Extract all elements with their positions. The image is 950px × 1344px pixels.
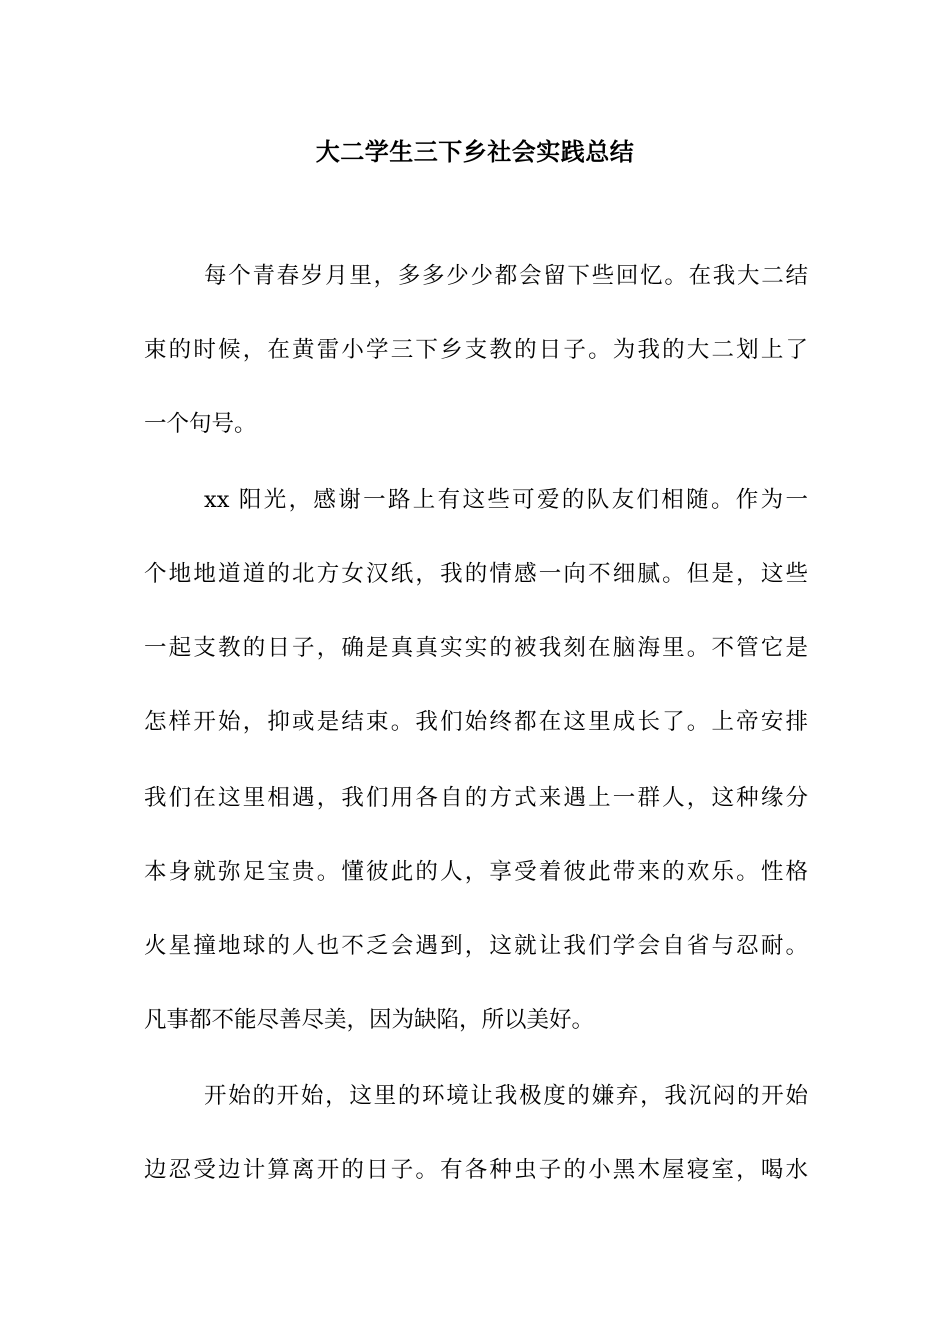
paragraph-1-line-3: 一个句号。 (144, 411, 257, 437)
paragraph-1-line-2: 束的时候，在黄雷小学三下乡支教的日子。为我的大二划上了 (144, 337, 808, 363)
paragraph-2-line-1: xx 阳光，感谢一路上有这些可爱的队友们相随。作为一 (204, 487, 808, 513)
paragraph-2-line-4: 怎样开始，抑或是结束。我们始终都在这里成长了。上帝安排 (144, 709, 808, 735)
paragraph-1-line-1: 每个青春岁月里，多多少少都会留下些回忆。在我大二结 (204, 263, 808, 289)
paragraph-2-line-7: 火星撞地球的人也不乏会遇到，这就让我们学会自省与忍耐。 (144, 933, 808, 959)
paragraph-2-line-8: 凡事都不能尽善尽美，因为缺陷，所以美好。 (144, 1007, 595, 1033)
paragraph-3-line-1: 开始的开始，这里的环境让我极度的嫌弃，我沉闷的开始 (204, 1083, 808, 1109)
paragraph-2-line-5: 我们在这里相遇，我们用各自的方式来遇上一群人，这种缘分 (144, 785, 808, 811)
document-title: 大二学生三下乡社会实践总结 (315, 137, 635, 166)
paragraph-2-line-2: 个地地道道的北方女汉纸，我的情感一向不细腻。但是，这些 (144, 561, 808, 587)
paragraph-2-line-3: 一起支教的日子，确是真真实实的被我刻在脑海里。不管它是 (144, 635, 808, 661)
paragraph-2-line-6: 本身就弥足宝贵。懂彼此的人，享受着彼此带来的欢乐。性格 (144, 859, 808, 885)
paragraph-3-line-2: 边忍受边计算离开的日子。有各种虫子的小黑木屋寝室，喝水 (144, 1157, 808, 1183)
